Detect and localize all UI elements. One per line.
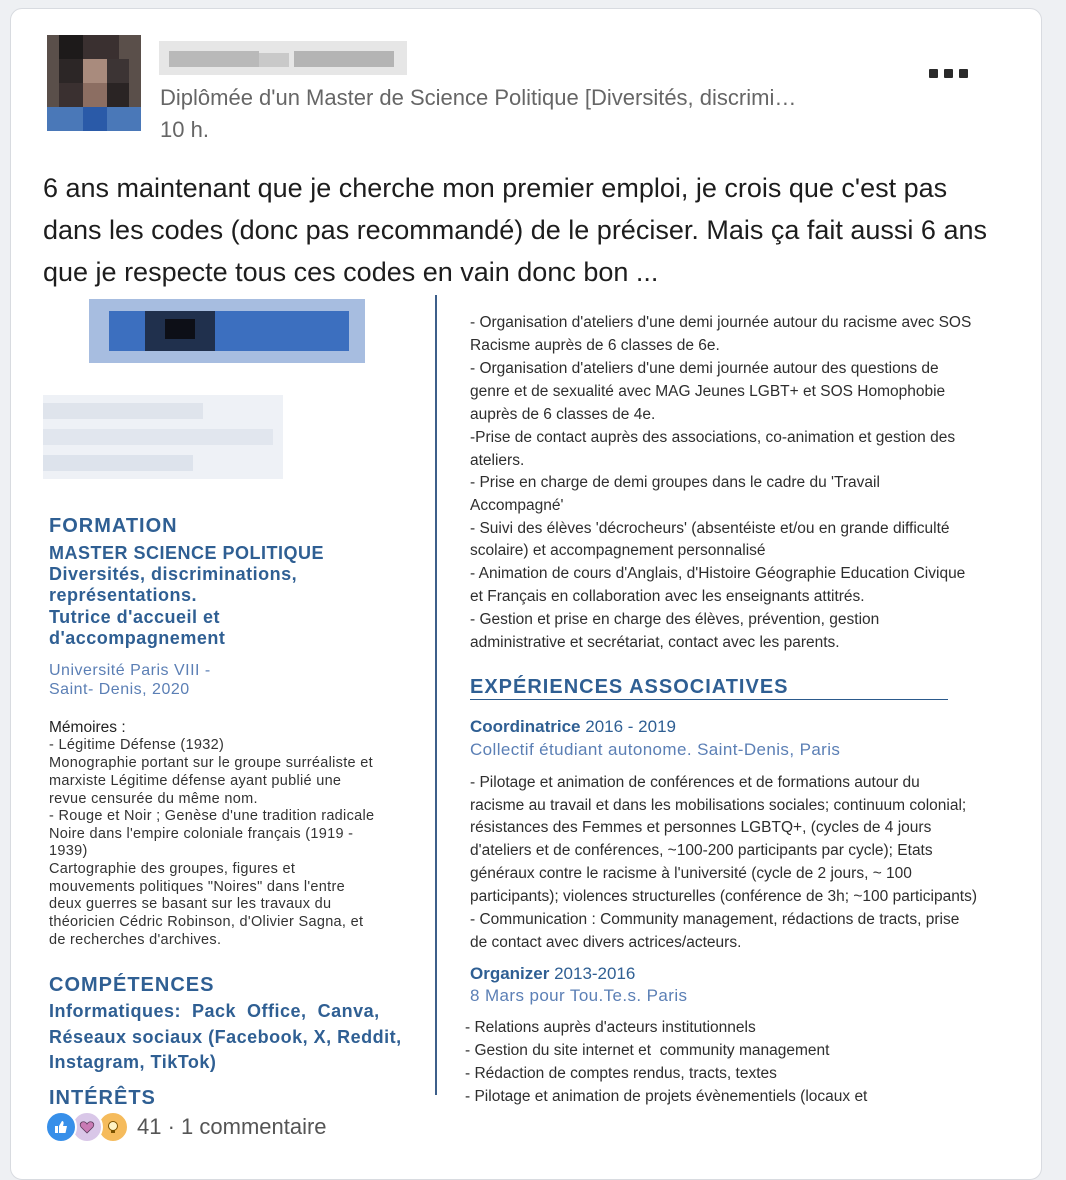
reaction-icons[interactable] xyxy=(45,1111,123,1143)
experience-line: Racisme auprès de 6 classes de 6e. xyxy=(470,337,720,354)
cv-name-redacted xyxy=(89,299,365,363)
section-underline xyxy=(470,699,948,700)
job-line: - Communication : Community management, rédactions de tracts, prise xyxy=(470,911,960,928)
school-name: Université Paris VIII - xyxy=(49,662,211,679)
post-timestamp[interactable]: 10 h. xyxy=(160,117,209,142)
memoires-label: Mémoires : xyxy=(49,719,126,736)
job-line: de contact avec divers actrices/acteurs. xyxy=(470,934,742,951)
experience-line: - Prise en charge de demi groupes dans le cadre du 'Travail xyxy=(470,474,880,491)
job-org: Collectif étudiant autonome. Saint-Denis, Paris xyxy=(470,740,841,759)
experience-line: - Animation de cours d'Anglais, d'Histoire Géographie Education Civique xyxy=(470,565,966,582)
reaction-count[interactable]: 41 xyxy=(137,1114,162,1139)
job-line: - Pilotage et animation de projets évènementiels (locaux et xyxy=(465,1088,868,1105)
formation-title: FORMATION xyxy=(49,515,178,537)
memoire-line: théoricien Cédric Robinson, d'Olivier Sagna, et xyxy=(49,914,364,930)
job-org: 8 Mars pour Tou.Te.s. Paris xyxy=(470,986,688,1005)
competence-line: Instagram, TikTok) xyxy=(49,1052,217,1072)
dot-icon xyxy=(929,69,938,78)
assoc-title: EXPÉRIENCES ASSOCIATIVES xyxy=(470,676,789,698)
job-line: racisme au travail et dans les mobilisations sociales; continuum colonial; xyxy=(470,797,967,814)
degree-line: représentations. xyxy=(49,585,198,605)
dot-icon xyxy=(944,69,953,78)
experience-line: genre et de sexualité avec MAG Jeunes LGBT+ et SOS Homophobie xyxy=(470,383,946,400)
job-line: - Gestion du site internet et community management xyxy=(465,1042,830,1059)
job-heading xyxy=(470,964,635,984)
job-line: - Pilotage et animation de conférences et de formations autour du xyxy=(470,774,920,791)
dot-icon xyxy=(959,69,968,78)
post-card xyxy=(10,8,1042,1180)
school-location: Saint- Denis, 2020 xyxy=(49,681,190,698)
comment-count-link[interactable]: · 1 commentaire xyxy=(161,1114,327,1139)
job-line: généraux contre le racisme à l'université (cycle de 2 jours, ~ 100 xyxy=(470,865,912,882)
experience-line: - Gestion et prise en charge des élèves, prévention, gestion xyxy=(470,611,880,628)
memoire-line: deux guerres se basant sur les travaux du xyxy=(49,896,332,912)
job-role: Organizer xyxy=(470,964,550,983)
job-role: Coordinatrice xyxy=(470,717,581,736)
degree-line: d'accompagnement xyxy=(49,628,226,648)
reactions-bar[interactable] xyxy=(45,1111,327,1143)
memoire-line: - Rouge et Noir ; Genèse d'une tradition radicale xyxy=(49,808,375,824)
memoire-line: Noire dans l'empire coloniale français (1919 - xyxy=(49,826,354,842)
competence-line: Informatiques: Pack Office, Canva, xyxy=(49,1001,380,1021)
memoire-line: revue censurée du même nom. xyxy=(49,791,258,807)
experience-line: -Prise de contact auprès des associations, co-animation et gestion des xyxy=(470,429,956,446)
experience-line: - Organisation d'ateliers d'une demi journée autour du racisme avec SOS xyxy=(470,314,972,331)
memoire-line: de recherches d'archives. xyxy=(49,932,222,948)
column-divider xyxy=(435,295,437,1095)
job-years: 2013-2016 xyxy=(549,964,636,983)
memoire-line: Monographie portant sur le groupe surréaliste et xyxy=(49,755,373,771)
competences-title: COMPÉTENCES xyxy=(49,974,215,996)
job-line: résistances des Femmes et personnes LGBTQ+, (cycles de 4 jours xyxy=(470,819,932,836)
job-heading xyxy=(470,717,676,737)
experience-line: scolaire) et accompagnement personnalisé xyxy=(470,542,766,559)
memoire-line: Cartographie des groupes, figures et xyxy=(49,861,296,877)
degree-title: MASTER SCIENCE POLITIQUE xyxy=(49,543,325,563)
author-headline: Diplômée d'un Master de Science Politique [Diversités, discrimi… xyxy=(160,85,797,110)
degree-line: Tutrice d'accueil et xyxy=(49,607,220,627)
experience-line: Accompagné' xyxy=(470,497,564,514)
memoire-line: mouvements politiques "Noires" dans l'entre xyxy=(49,879,345,895)
interets-title: INTÉRÊTS xyxy=(49,1087,156,1109)
experience-line: - Suivi des élèves 'décrocheurs' (absentéiste et/ou en grande difficulté xyxy=(470,520,950,537)
post-image-cv[interactable] xyxy=(19,287,1029,1109)
memoire-line: - Légitime Défense (1932) xyxy=(49,737,225,753)
job-line: - Relations auprès d'acteurs institutionnels xyxy=(465,1019,756,1036)
more-options-button[interactable] xyxy=(929,65,973,81)
experience-line: administrative et secrétariat, contact avec les parents. xyxy=(470,634,840,651)
job-years: 2016 - 2019 xyxy=(580,717,676,736)
cv-contact-redacted xyxy=(43,395,283,479)
job-line: d'ateliers et de conférences, ~100-200 participants par cycle); Etats xyxy=(470,842,933,859)
job-line: participants); violences structurelles (conférence de 3h; ~100 participants) xyxy=(470,888,978,905)
memoire-line: marxiste Légitime défense ayant publié une xyxy=(49,773,342,789)
degree-line: Diversités, discriminations, xyxy=(49,564,298,584)
post-text: 6 ans maintenant que je cherche mon premier emploi, je crois que c'est pas dans les codes (donc pas recommandé) de le préciser. Mais ça fait aussi 6 ans que je respecte tous ces codes en vain donc bon ... xyxy=(43,173,987,287)
memoire-line: 1939) xyxy=(49,843,88,859)
author-name-redacted[interactable] xyxy=(159,41,407,75)
experience-line: ateliers. xyxy=(470,452,525,469)
experience-line: - Organisation d'ateliers d'une demi journée autour des questions de xyxy=(470,360,939,377)
competence-line: Réseaux sociaux (Facebook, X, Reddit, xyxy=(49,1027,402,1047)
experience-line: et Français en collaboration avec les enseignants attitrés. xyxy=(470,588,865,605)
job-line: - Rédaction de comptes rendus, tracts, textes xyxy=(465,1065,777,1082)
like-icon xyxy=(45,1111,77,1143)
avatar[interactable] xyxy=(47,35,141,131)
experience-line: auprès de 6 classes de 4e. xyxy=(470,406,656,423)
